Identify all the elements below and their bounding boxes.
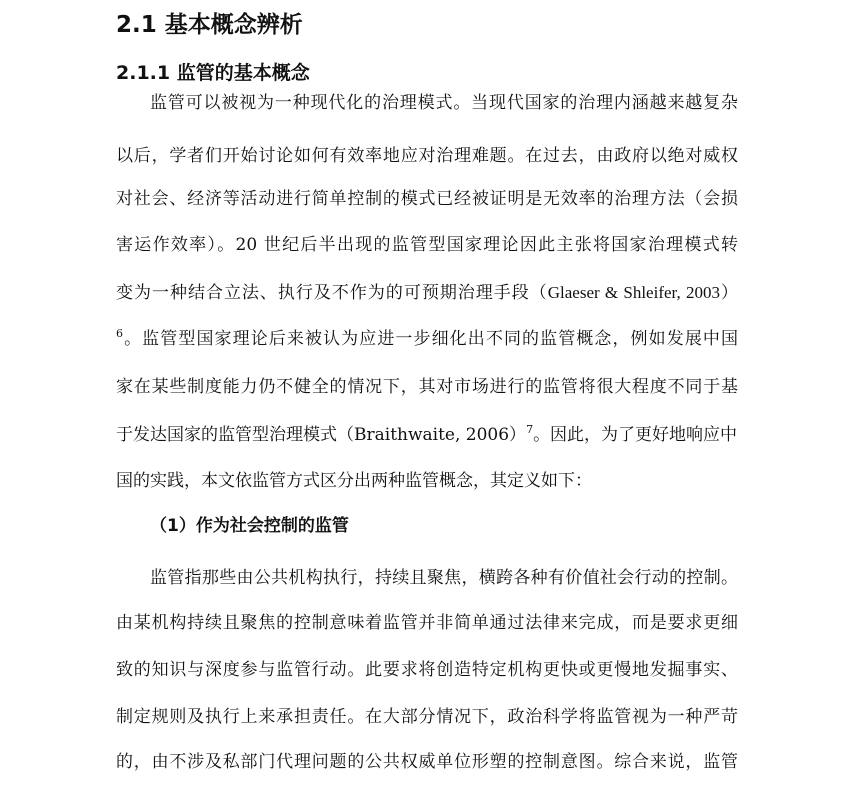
subsection-heading: 2.1.1 监管的基本概念 [116, 62, 310, 84]
paragraph-line: 对社会、经济等活动进行简单控制的模式已经被证明是无效率的治理方法（会损 [116, 189, 738, 209]
footnote-marker: 7 [526, 423, 534, 436]
paragraph-line-with-footnote [116, 421, 738, 449]
numbered-subheading: （1）作为社会控制的监管 [150, 516, 349, 536]
paragraph-line: 监管可以被视为一种现代化的治理模式。当现代国家的治理内涵越来越复杂 [150, 93, 738, 113]
paragraph-line: 由某机构持续且聚焦的控制意味着监管并非简单通过法律来完成，而是要求更细 [116, 613, 738, 633]
paragraph-line: 国的实践，本文依监管方式区分出两种监管概念，其定义如下： [116, 471, 592, 491]
paragraph-line: 制定规则及执行上来承担责任。在大部分情况下，政治科学将监管视为一种严苛 [116, 707, 738, 727]
footnote-marker: 6 [116, 327, 123, 340]
paragraph-line: 家在某些制度能力仍不健全的情况下，其对市场进行的监管将很大程度不同于基 [116, 377, 738, 397]
line-text: 。监管型国家理论后来被认为应进一步细化出不同的监管概念，例如发展中国 [123, 329, 738, 349]
line-text: 于发达国家的监管型治理模式（Braithwaite, 2006） [116, 425, 527, 445]
line-text: 。因此，为了更好地响应中 [533, 425, 738, 445]
paragraph-line: 以后，学者们开始讨论如何有效率地应对治理难题。在过去，由政府以绝对威权 [116, 146, 738, 166]
paragraph-line: 害运作效率）。20 世纪后半出现的监管型国家理论因此主张将国家治理模式转 [116, 235, 738, 255]
paragraph-line: 监管指那些由公共机构执行，持续且聚焦，横跨各种有价值社会行动的控制。 [150, 568, 738, 588]
paragraph-line: 变为一种结合立法、执行及不作为的可预期治理手段（Glaeser & Shleifer, 2003） [116, 283, 738, 302]
paragraph-line: 致的知识与深度参与监管行动。此要求将创造特定机构更快或更慢地发掘事实、 [116, 660, 738, 680]
paragraph-line: 的，由不涉及私部门代理问题的公共权威单位形塑的控制意图。综合来说，监管 [116, 752, 738, 772]
section-heading: 2.1 基本概念辨析 [116, 12, 303, 38]
paragraph-line-with-footnote [116, 325, 738, 353]
